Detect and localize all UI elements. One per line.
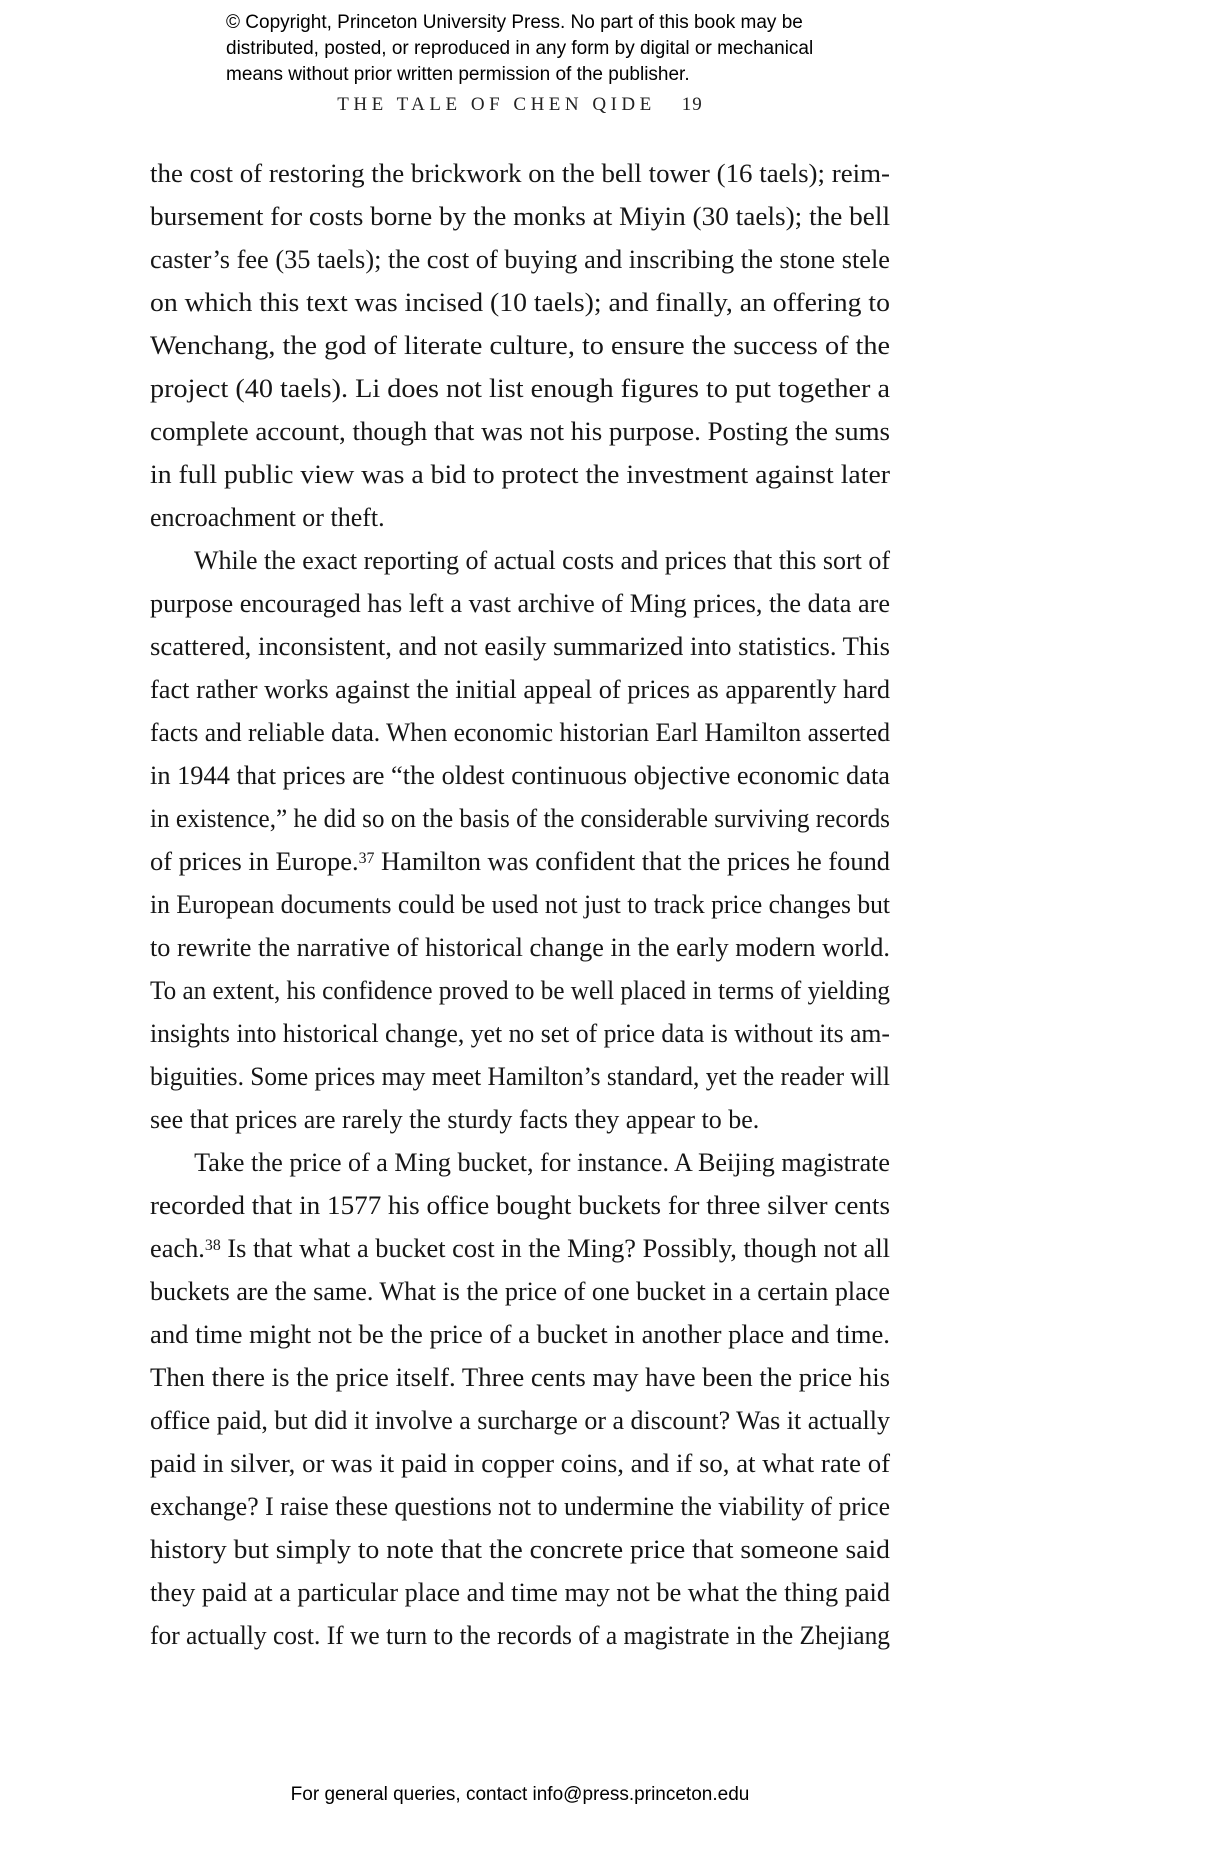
body-line: see that prices are rarely the sturdy facts they appear to be. (150, 1105, 760, 1134)
body-line: on which this text was incised (10 taels); and finally, an offering to (150, 288, 890, 317)
body-line: office paid, but did it involve a surcharge or a discount? Was it actually (150, 1406, 891, 1435)
running-head (150, 94, 890, 116)
body-line: the cost of restoring the brickwork on the bell tower (16 taels); reim- (150, 159, 891, 188)
body-line: project (40 taels). Li does not list enough figures to put together a (150, 374, 891, 403)
body-text (150, 152, 890, 1657)
copyright-notice (226, 10, 813, 88)
body-line: in European documents could be used not just to track price changes but (150, 890, 891, 919)
body-line: encroachment or theft. (150, 503, 385, 532)
body-line: biguities. Some prices may meet Hamilton’s standard, yet the reader will (150, 1062, 890, 1091)
body-line: exchange? I raise these questions not to undermine the viability of price (150, 1492, 891, 1521)
body-line: they paid at a particular place and time may not be what the thing paid (150, 1578, 890, 1607)
paragraph (150, 152, 890, 539)
body-line: each.$^{38}$ Is that what a bucket cost in the Ming? Possibly, though not all (150, 1234, 891, 1263)
body-line: While the exact reporting of actual costs and prices that this sort of (194, 546, 890, 575)
body-line: Take the price of a Ming bucket, for instance. A Beijing magistrate (194, 1148, 890, 1177)
body-line: fact rather works against the initial appeal of prices as apparently hard (150, 675, 891, 704)
footnote-reference: 37 (358, 849, 375, 867)
copyright-line: © Copyright, Princeton University Press. No part of this book may be (226, 12, 803, 33)
body-line: bursement for costs borne by the monks at Miyin (30 taels); the bell (150, 202, 891, 231)
body-line: recorded that in 1577 his office bought buckets for three silver cents (150, 1191, 891, 1220)
paragraph (150, 539, 890, 1141)
body-line: purpose encouraged has left a vast archive of Ming prices, the data are (150, 589, 891, 618)
body-line: in full public view was a bid to protect the investment against later (150, 460, 891, 489)
body-line: To an extent, his confidence proved to be well placed in terms of yielding (150, 976, 891, 1005)
body-line: history but simply to note that the concrete price that someone said (150, 1535, 890, 1564)
body-line: facts and reliable data. When economic historian Earl Hamilton asserted (150, 718, 890, 747)
body-line: complete account, though that was not his purpose. Posting the sums (150, 417, 891, 446)
body-line: insights into historical change, yet no set of price data is without its am- (150, 1019, 890, 1048)
body-line: for actually cost. If we turn to the records of a magistrate in the Zhejiang (150, 1621, 891, 1650)
page-number: 19 (681, 94, 703, 115)
footer-contact-line: For general queries, contact info@press.princeton.edu (290, 1784, 750, 1805)
body-line: caster’s fee (35 taels); the cost of buying and inscribing the stone stele (150, 245, 890, 274)
body-line: scattered, inconsistent, and not easily summarized into statistics. This (150, 632, 891, 661)
body-line: Wenchang, the god of literate culture, to ensure the success of the (150, 331, 891, 360)
body-line: of prices in Europe.$^{37}$ Hamilton was confident that the prices he found (150, 847, 891, 876)
footnote-reference: 38 (204, 1236, 221, 1254)
body-line: buckets are the same. What is the price of one bucket in a certain place (150, 1277, 890, 1306)
body-line: paid in silver, or was it paid in copper coins, and if so, at what rate of (150, 1449, 891, 1478)
copyright-line: means without prior written permission of the publisher. (226, 64, 690, 85)
paragraph (150, 1141, 890, 1657)
body-line: to rewrite the narrative of historical change in the early modern world. (150, 933, 890, 962)
body-line: in existence,” he did so on the basis of the considerable surviving records (150, 804, 890, 833)
running-head-title: THE TALE OF CHEN QIDE (337, 94, 656, 115)
body-line: and time might not be the price of a bucket in another place and time. (150, 1320, 890, 1349)
copyright-line: distributed, posted, or reproduced in any form by digital or mechanical (226, 38, 814, 59)
body-line: in 1944 that prices are “the oldest continuous objective economic data (150, 761, 891, 790)
body-line: Then there is the price itself. Three cents may have been the price his (150, 1363, 891, 1392)
